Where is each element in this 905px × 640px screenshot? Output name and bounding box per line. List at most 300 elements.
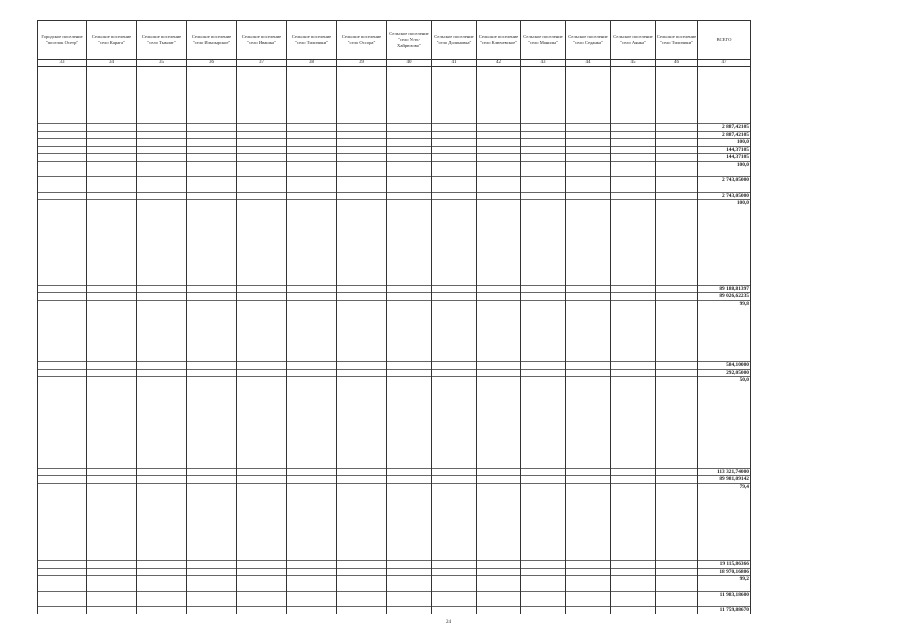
table-row [38,483,751,490]
empty-cell [38,468,87,476]
empty-cell [137,192,187,200]
empty-cell [611,369,656,377]
empty-cell [137,483,187,490]
empty-cell [337,300,387,307]
empty-cell [477,369,521,377]
column-number: 33 [38,60,87,67]
empty-cell [521,300,566,307]
empty-cell [287,483,337,490]
empty-cell [521,177,566,184]
column-number: 38 [287,60,337,67]
empty-cell [187,146,237,154]
empty-cell [137,576,187,583]
empty-cell [337,598,387,607]
empty-cell [611,168,656,177]
empty-cell [656,468,698,476]
empty-cell [38,168,87,177]
empty-cell [656,598,698,607]
empty-cell [87,131,137,139]
empty-cell [477,154,521,162]
empty-cell [432,154,477,162]
empty-cell [698,168,751,177]
empty-cell [137,154,187,162]
empty-cell [611,483,656,490]
column-number: 42 [477,60,521,67]
empty-cell [656,131,698,139]
empty-cell [38,476,87,484]
empty-cell [237,154,287,162]
empty-cell [337,561,387,569]
empty-cell [87,293,137,301]
empty-cell [566,168,611,177]
total-cell: 584,10000 [698,362,751,370]
empty-cell [477,293,521,301]
empty-cell [656,184,698,193]
empty-cell [287,384,337,469]
empty-cell [137,161,187,168]
empty-cell [656,200,698,207]
empty-cell [656,154,698,162]
empty-cell [611,576,656,583]
table-row [38,568,751,576]
empty-cell [432,177,477,184]
page-number: 24 [446,620,451,625]
empty-cell [38,131,87,139]
empty-cell [87,177,137,184]
empty-cell [432,583,477,592]
empty-cell [521,184,566,193]
empty-cell [337,154,387,162]
empty-cell [477,139,521,147]
empty-cell [566,300,611,307]
empty-cell [87,139,137,147]
empty-cell [187,476,237,484]
empty-cell [656,576,698,583]
empty-cell [137,591,187,598]
empty-cell [38,300,87,307]
spacer-row [38,184,751,193]
empty-cell [566,369,611,377]
empty-cell [611,362,656,370]
empty-cell [611,468,656,476]
empty-cell [477,561,521,569]
empty-cell [187,168,237,177]
empty-cell [521,154,566,162]
empty-cell [566,67,611,124]
spacer-row [38,67,751,124]
empty-cell [566,146,611,154]
empty-cell [566,177,611,184]
empty-cell [287,139,337,147]
empty-cell [287,200,337,207]
empty-cell [87,607,137,614]
table-row [38,576,751,583]
empty-cell [521,377,566,384]
empty-cell [387,384,432,469]
empty-cell [337,293,387,301]
empty-cell [337,139,387,147]
empty-cell [187,139,237,147]
empty-cell [137,568,187,576]
empty-cell [87,184,137,193]
empty-cell [38,483,87,490]
empty-cell [521,476,566,484]
empty-cell [387,591,432,598]
empty-cell [566,568,611,576]
empty-cell [521,192,566,200]
total-cell: 89 026,62235 [698,293,751,301]
empty-cell [521,384,566,469]
empty-cell [698,490,751,561]
column-number: 36 [187,60,237,67]
empty-cell [566,154,611,162]
empty-cell [38,285,87,293]
empty-cell [337,377,387,384]
empty-cell [237,161,287,168]
empty-cell [87,598,137,607]
empty-cell [656,607,698,614]
empty-cell [477,598,521,607]
column-number: 47 [698,60,751,67]
empty-cell [698,583,751,592]
empty-cell [287,161,337,168]
empty-cell [38,161,87,168]
empty-cell [387,200,432,207]
empty-cell [566,192,611,200]
empty-cell [566,598,611,607]
empty-cell [656,168,698,177]
empty-cell [38,598,87,607]
empty-cell [137,377,187,384]
empty-cell [237,384,287,469]
empty-cell [611,146,656,154]
table-row [38,200,751,207]
empty-cell [387,293,432,301]
empty-cell [87,490,137,561]
empty-cell [387,139,432,147]
empty-cell [187,67,237,124]
empty-cell [566,200,611,207]
empty-cell [337,607,387,614]
column-number: 37 [237,60,287,67]
empty-cell [521,293,566,301]
empty-cell [521,369,566,377]
empty-cell [387,168,432,177]
empty-cell [387,607,432,614]
empty-cell [432,207,477,286]
empty-cell [87,369,137,377]
total-cell: 292,05000 [698,369,751,377]
total-cell: 50,0 [698,377,751,384]
empty-cell [611,154,656,162]
empty-cell [611,200,656,207]
empty-cell [656,207,698,286]
empty-cell [432,483,477,490]
empty-cell [237,285,287,293]
empty-cell [432,568,477,576]
empty-cell [656,146,698,154]
empty-cell [237,490,287,561]
column-number: 35 [137,60,187,67]
empty-cell [432,285,477,293]
column-number: 40 [387,60,432,67]
empty-cell [337,131,387,139]
empty-cell [287,607,337,614]
empty-cell [566,131,611,139]
empty-cell [87,468,137,476]
empty-cell [287,285,337,293]
empty-cell [187,131,237,139]
total-cell: 2 887,42105 [698,131,751,139]
empty-cell [698,207,751,286]
empty-cell [137,607,187,614]
empty-cell [566,607,611,614]
empty-cell [656,591,698,598]
empty-cell [87,561,137,569]
empty-cell [137,583,187,592]
empty-cell [521,285,566,293]
empty-cell [387,146,432,154]
total-cell: 144,37105 [698,154,751,162]
empty-cell [477,576,521,583]
column-header: Сельское поселение "село Седанка" [566,21,611,60]
empty-cell [287,124,337,132]
empty-cell [566,377,611,384]
empty-cell [87,154,137,162]
empty-cell [237,307,287,362]
empty-cell [566,483,611,490]
empty-cell [656,476,698,484]
total-cell: 89 188,81397 [698,285,751,293]
empty-cell [432,192,477,200]
table-row [38,468,751,476]
empty-cell [566,207,611,286]
empty-cell [287,293,337,301]
empty-cell [432,168,477,177]
empty-cell [38,146,87,154]
empty-cell [287,67,337,124]
empty-cell [38,384,87,469]
empty-cell [237,568,287,576]
empty-cell [87,200,137,207]
empty-cell [611,583,656,592]
empty-cell [237,200,287,207]
column-number: 44 [566,60,611,67]
empty-cell [477,300,521,307]
empty-cell [432,369,477,377]
empty-cell [187,384,237,469]
empty-cell [477,200,521,207]
empty-cell [656,307,698,362]
table-row [38,131,751,139]
empty-cell [566,124,611,132]
empty-cell [656,192,698,200]
empty-cell [611,177,656,184]
empty-cell [387,568,432,576]
empty-cell [432,576,477,583]
empty-cell [477,124,521,132]
empty-cell [521,468,566,476]
empty-cell [137,146,187,154]
empty-cell [387,377,432,384]
empty-cell [87,161,137,168]
budget-table-page [37,20,750,620]
empty-cell [566,139,611,147]
empty-cell [187,362,237,370]
empty-cell [477,168,521,177]
empty-cell [432,131,477,139]
empty-cell [137,131,187,139]
empty-cell [611,607,656,614]
empty-cell [38,583,87,592]
empty-cell [566,468,611,476]
empty-cell [521,583,566,592]
table-row [38,476,751,484]
empty-cell [477,591,521,598]
empty-cell [611,207,656,286]
empty-cell [237,131,287,139]
empty-cell [387,561,432,569]
empty-cell [432,384,477,469]
empty-cell [237,146,287,154]
empty-cell [387,490,432,561]
empty-cell [38,576,87,583]
empty-cell [387,285,432,293]
empty-cell [237,598,287,607]
total-cell: 100,0 [698,161,751,168]
column-number: 45 [611,60,656,67]
empty-cell [287,184,337,193]
empty-cell [337,576,387,583]
empty-cell [337,200,387,207]
empty-cell [656,490,698,561]
empty-cell [611,307,656,362]
empty-cell [137,184,187,193]
empty-cell [87,192,137,200]
empty-cell [38,561,87,569]
empty-cell [432,476,477,484]
empty-cell [87,483,137,490]
empty-cell [521,576,566,583]
empty-cell [611,131,656,139]
empty-cell [611,568,656,576]
empty-cell [187,177,237,184]
empty-cell [656,483,698,490]
table-row [38,607,751,614]
total-cell: 113 321,74000 [698,468,751,476]
empty-cell [87,307,137,362]
empty-cell [432,184,477,193]
empty-cell [432,300,477,307]
column-number: 39 [337,60,387,67]
empty-cell [432,468,477,476]
empty-cell [432,561,477,569]
column-header: Сельское поселение "село Тиличики" [656,21,698,60]
empty-cell [287,207,337,286]
empty-cell [521,483,566,490]
empty-cell [237,67,287,124]
empty-cell [337,583,387,592]
empty-cell [287,362,337,370]
empty-cell [432,139,477,147]
empty-cell [237,607,287,614]
empty-cell [287,476,337,484]
empty-cell [656,561,698,569]
empty-cell [237,362,287,370]
empty-cell [432,146,477,154]
empty-cell [287,568,337,576]
empty-cell [137,200,187,207]
empty-cell [611,124,656,132]
empty-cell [287,377,337,384]
empty-cell [38,568,87,576]
empty-cell [137,293,187,301]
empty-cell [187,184,237,193]
empty-cell [387,192,432,200]
total-cell: 11 983,18600 [698,591,751,598]
empty-cell [656,285,698,293]
empty-cell [387,307,432,362]
empty-cell [187,377,237,384]
table-body [38,67,751,614]
table-row [38,139,751,147]
empty-cell [287,146,337,154]
empty-cell [287,154,337,162]
empty-cell [521,607,566,614]
empty-cell [287,490,337,561]
empty-cell [521,561,566,569]
empty-cell [477,67,521,124]
column-header: Сельское поселение "село Ключевское" [477,21,521,60]
column-number-row [38,60,751,67]
empty-cell [38,293,87,301]
empty-cell [38,377,87,384]
empty-cell [287,576,337,583]
column-header: Сельское поселение "село Тымлат" [137,21,187,60]
total-cell: 2 743,05000 [698,177,751,184]
empty-cell [611,384,656,469]
spacer-row [38,168,751,177]
empty-cell [477,583,521,592]
total-cell: 100,0 [698,139,751,147]
column-header: Сельское поселение "село Оссора" [337,21,387,60]
empty-cell [137,384,187,469]
empty-cell [38,184,87,193]
empty-cell [387,124,432,132]
empty-cell [477,161,521,168]
column-number: 34 [87,60,137,67]
empty-cell [237,483,287,490]
empty-cell [137,307,187,362]
empty-cell [38,207,87,286]
empty-cell [611,192,656,200]
table-row [38,369,751,377]
empty-cell [87,384,137,469]
empty-cell [477,307,521,362]
empty-cell [38,139,87,147]
empty-cell [566,576,611,583]
empty-cell [187,598,237,607]
empty-cell [611,184,656,193]
empty-cell [237,591,287,598]
column-header: ВСЕГО [698,21,751,60]
total-cell: 18 970,16806 [698,568,751,576]
empty-cell [287,192,337,200]
empty-cell [137,285,187,293]
table-row [38,377,751,384]
empty-cell [387,598,432,607]
empty-cell [87,583,137,592]
